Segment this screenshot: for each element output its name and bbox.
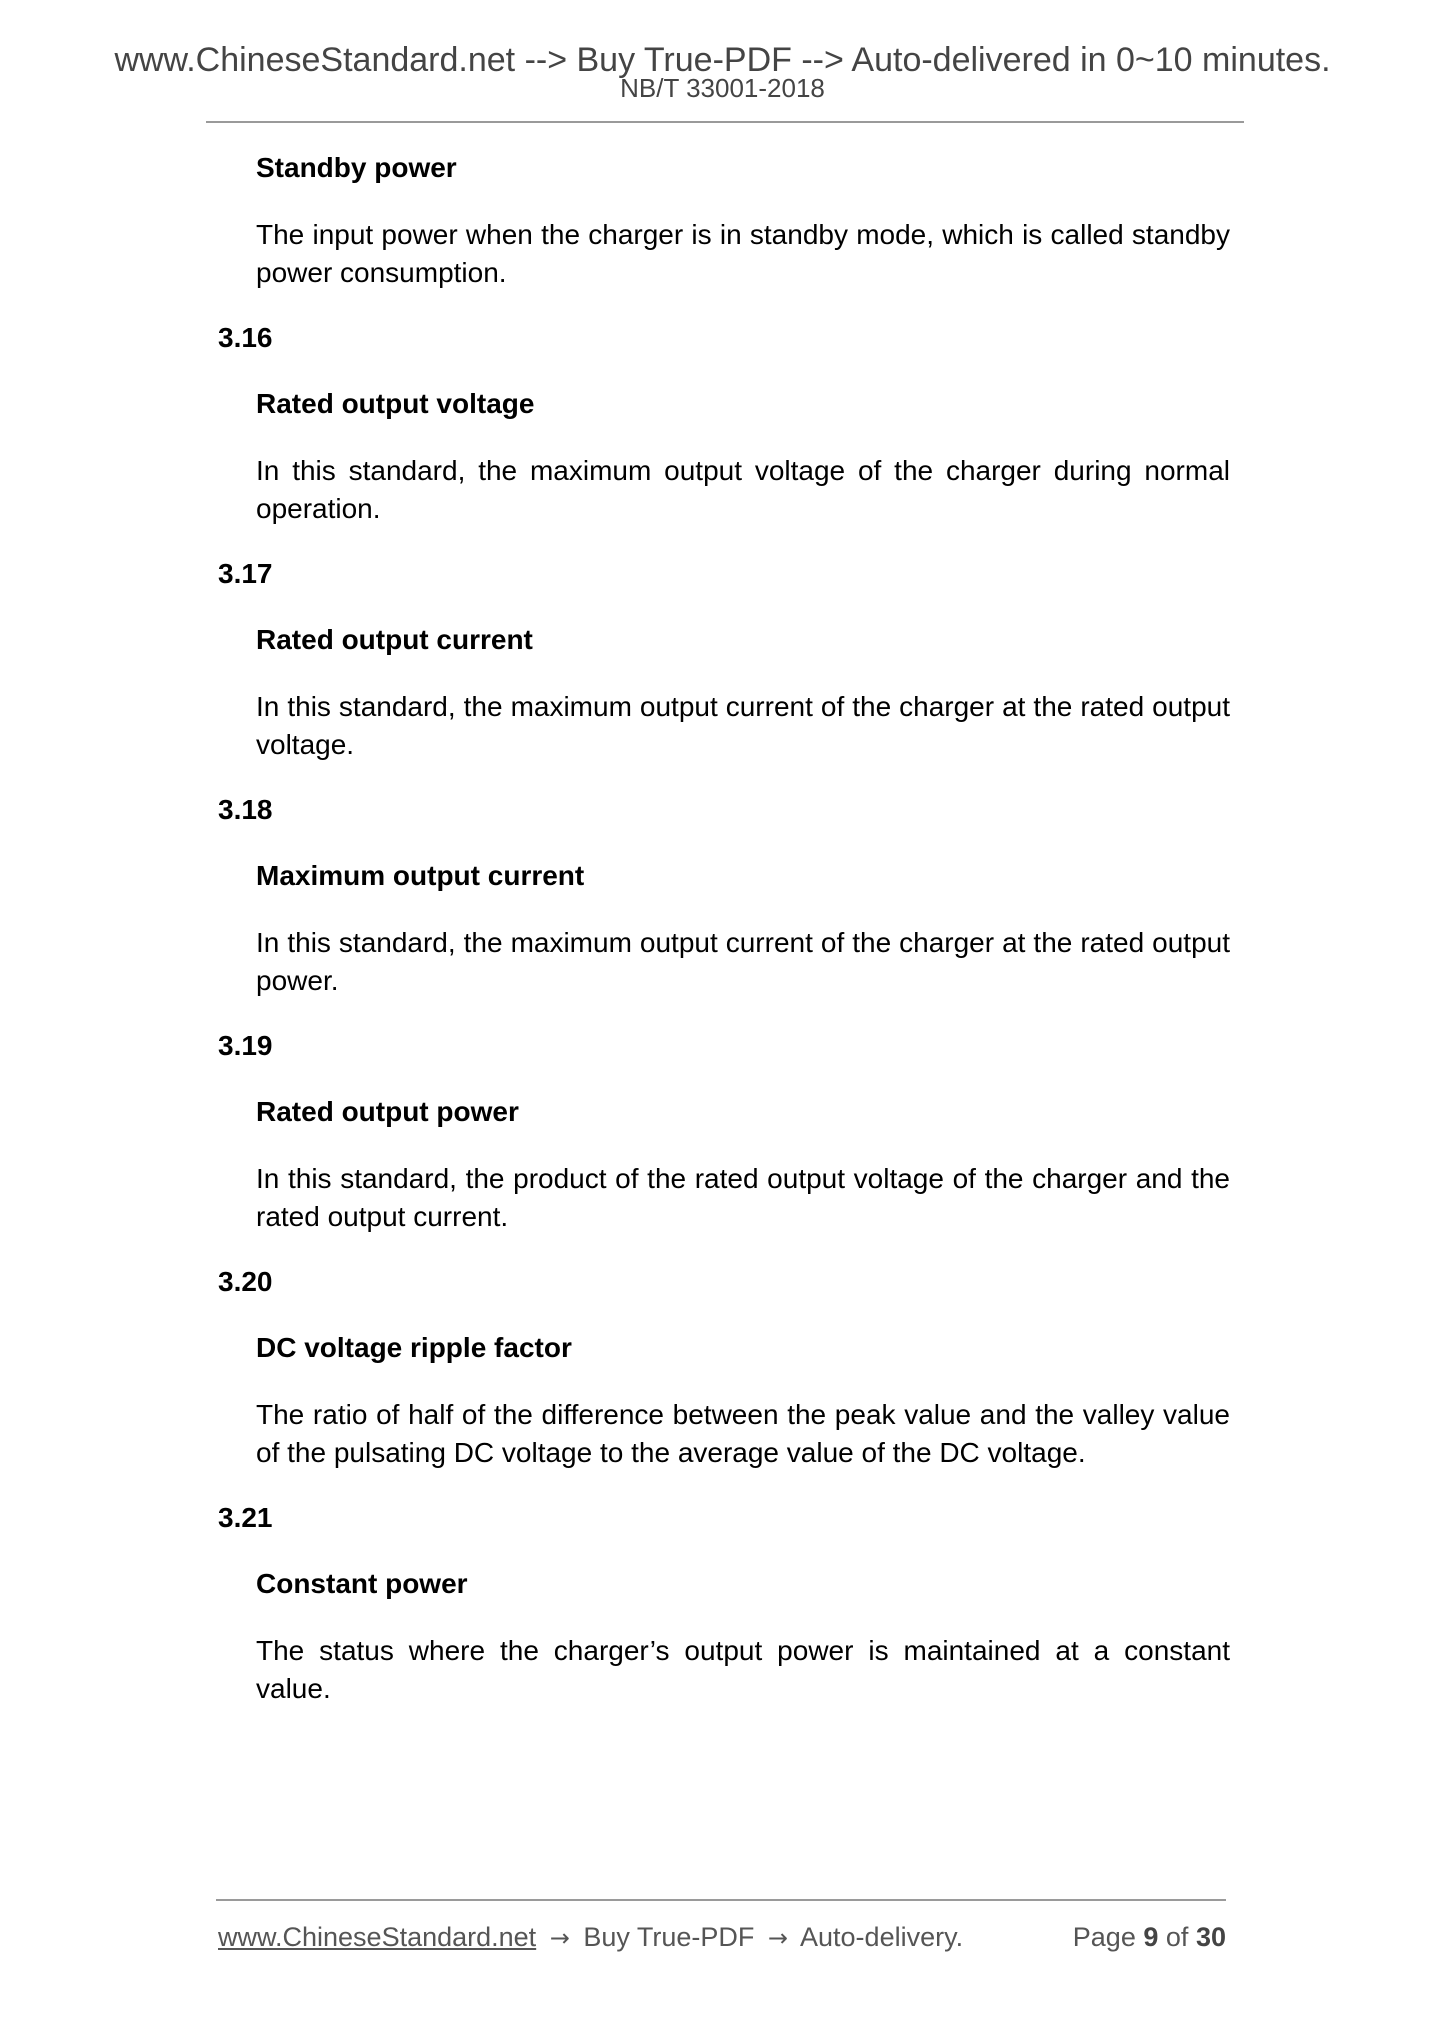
buy-pdf-text: Buy True-PDF — [583, 1922, 755, 1952]
term-3-17 — [218, 556, 1230, 764]
total-pages: 30 — [1195, 1922, 1226, 1952]
footer-divider — [216, 1899, 1226, 1901]
of-label: of — [1165, 1922, 1189, 1952]
page-label: Page — [1072, 1922, 1136, 1952]
clause-number: 3.21 — [218, 1502, 273, 1533]
term-title: Constant power — [256, 1568, 468, 1599]
clause-number: 3.19 — [218, 1030, 273, 1061]
term-title: Rated output voltage — [256, 388, 535, 419]
page-number: 9 — [1143, 1922, 1159, 1952]
term-3-21 — [218, 1500, 1230, 1708]
term-3-19 — [218, 1028, 1230, 1236]
website-link[interactable]: www.ChineseStandard.net — [218, 1922, 537, 1952]
document-body — [218, 150, 1230, 1736]
term-definition: In this standard, the product of the rated output voltage of the charger and the rated output current. — [256, 1163, 1230, 1232]
term-title: Maximum output current — [256, 860, 585, 891]
term-standby-power — [218, 150, 1230, 292]
page-footer — [218, 1917, 1226, 1957]
clause-number: 3.17 — [218, 558, 273, 589]
clause-number: 3.18 — [218, 794, 273, 825]
term-3-20 — [218, 1264, 1230, 1472]
footer-promo — [218, 1917, 963, 1958]
clause-number: 3.16 — [218, 322, 273, 353]
term-title: DC voltage ripple factor — [256, 1332, 572, 1363]
term-definition: In this standard, the maximum output current of the charger at the rated output voltage. — [256, 691, 1230, 760]
term-3-16 — [218, 320, 1230, 528]
term-definition: The status where the charger’s output power is maintained at a constant value. — [256, 1635, 1230, 1704]
arrow-right-icon: → — [549, 1924, 570, 1952]
term-title: Rated output current — [256, 624, 533, 655]
page-indicator — [1073, 1917, 1226, 1957]
term-definition: In this standard, the maximum output current of the charger at the rated output power. — [256, 927, 1230, 996]
header-banner: www.ChineseStandard.net --> Buy True-PDF --> Auto-delivered in 0~10 minutes. — [114, 41, 1331, 79]
document-number: NB/T 33001-2018 — [620, 73, 825, 103]
clause-number: 3.20 — [218, 1266, 273, 1297]
term-title: Rated output power — [256, 1096, 519, 1127]
auto-delivery-text: Auto-delivery. — [800, 1922, 964, 1952]
term-definition: In this standard, the maximum output voltage of the charger during normal operation. — [256, 455, 1230, 524]
term-title: Standby power — [256, 152, 457, 183]
term-definition: The input power when the charger is in standby mode, which is called standby power consumption. — [256, 219, 1230, 288]
header-divider — [206, 121, 1244, 123]
term-3-18 — [218, 792, 1230, 1000]
arrow-right-icon: → — [767, 1924, 788, 1952]
term-definition: The ratio of half of the difference between the peak value and the valley value of the pulsating DC voltage to the average value of the DC voltage. — [256, 1399, 1230, 1468]
